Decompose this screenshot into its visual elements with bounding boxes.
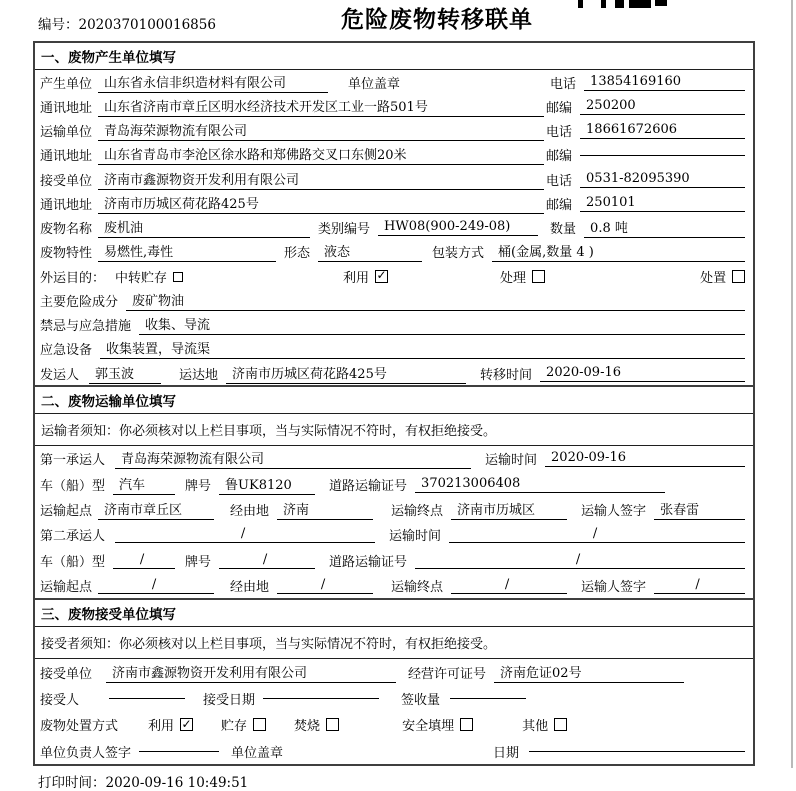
field-label: 道路运输证号 [329, 478, 408, 494]
field-label: 运输终点 [391, 503, 444, 519]
checkbox-option [294, 715, 339, 734]
document-header [0, 0, 796, 41]
checkbox-option [221, 715, 266, 734]
checkbox-label: 利用 [148, 719, 175, 735]
section-notice: 接受者须知：你必须核对以上栏目事项，当与实际情况不符时，有权拒绝接受。 [35, 627, 753, 659]
field-value: 250200 [580, 98, 745, 115]
doc-number-label: 编号： [38, 17, 79, 33]
field-value: 2020-09-16 [540, 365, 745, 382]
form-row [35, 685, 753, 711]
field-label: 牌号 [185, 478, 212, 494]
field-value: / [451, 577, 567, 594]
field-label: 废物特性 [40, 246, 93, 262]
field-label: 废物名称 [40, 222, 93, 238]
field-value: 山东省永信非织造材料有限公司 [98, 72, 328, 93]
field-label: 车（船）型 [40, 554, 106, 570]
field-label: 电话 [550, 76, 577, 92]
checkbox-unchecked-icon [326, 718, 339, 731]
field-value: 废机油 [98, 217, 310, 238]
field-value: 0531-82095390 [580, 171, 745, 188]
field-label: 废物处置方式 [40, 719, 119, 735]
field-value: HW08(900-249-08) [378, 219, 538, 236]
field-value: 桶(金属,数量 4 ) [492, 241, 745, 262]
field-label: 运输单位 [40, 125, 93, 141]
page-title: 危险废物转移联单 [341, 6, 533, 32]
field-value: / [113, 552, 175, 569]
checkbox-option [343, 267, 388, 286]
checkbox-label: 其他 [522, 719, 549, 735]
field-label: 禁忌与应急措施 [40, 319, 132, 335]
checkbox-option [522, 715, 567, 734]
field-value: 370213006408 [415, 476, 665, 493]
field-label: 通讯地址 [40, 149, 93, 165]
checkbox-option [148, 715, 193, 734]
section-rows [35, 446, 753, 598]
form-row [35, 191, 753, 215]
field-label: 牌号 [185, 554, 212, 570]
field-label: 车（船）型 [40, 478, 106, 494]
field-label: 接受人 [40, 692, 80, 708]
field-label: 包装方式 [432, 246, 485, 262]
field-value: 济南 [277, 499, 373, 520]
field-label: 单位负责人签字 [40, 745, 132, 761]
form-row [35, 573, 753, 598]
field-label: 发运人 [40, 367, 80, 383]
field-label: 第一承运人 [40, 453, 106, 469]
form-row [35, 216, 753, 240]
field-value: 0.8 吨 [584, 217, 745, 238]
form-row [35, 119, 753, 143]
field-value [450, 697, 526, 699]
field-label: 外运目的： [40, 270, 106, 286]
field-value: 张春雷 [654, 499, 745, 520]
print-time [38, 771, 796, 791]
field-value [139, 750, 219, 752]
field-label: 运输时间 [485, 453, 538, 469]
field-label: 单位盖章 [348, 76, 401, 92]
field-label: 邮编 [546, 100, 573, 116]
checkbox-option [115, 267, 183, 286]
checkbox-label: 中转贮存 [115, 270, 168, 286]
checkbox-label: 贮存 [221, 719, 248, 735]
form-row [35, 659, 753, 685]
field-label: 运输起点 [40, 503, 93, 519]
field-value: 济南市历城区 [451, 499, 567, 520]
field-value: 济南市章丘区 [98, 499, 214, 520]
check-mark-icon: ✓ [376, 268, 387, 283]
checkbox-option [402, 715, 473, 734]
doc-number-value: 2020370100016856 [78, 17, 216, 33]
form-row [35, 313, 753, 337]
field-label: 邮编 [546, 149, 573, 165]
section-transporter [35, 385, 753, 598]
field-label: 通讯地址 [40, 197, 93, 213]
field-label: 产生单位 [40, 76, 93, 92]
field-label: 道路运输证号 [329, 554, 408, 570]
check-mark-icon: ✓ [181, 716, 192, 731]
field-value: 13854169160 [584, 74, 745, 91]
field-label: 第二承运人 [40, 529, 106, 545]
field-label: 经营许可证号 [408, 666, 487, 682]
field-value: 济南危证02号 [494, 662, 684, 683]
field-value: / [115, 526, 375, 543]
checkbox-label: 焚烧 [294, 719, 321, 735]
field-label: 接受单位 [40, 173, 93, 189]
checkbox-label: 安全填埋 [402, 719, 455, 735]
field-label: 日期 [493, 745, 520, 761]
field-value [109, 697, 185, 699]
section-title: 二、废物运输单位填写 [35, 387, 753, 414]
form-row [35, 143, 753, 167]
form-row [35, 497, 753, 522]
field-value: 济南市鑫源物资开发利用有限公司 [98, 169, 544, 190]
field-label: 运输人签字 [581, 503, 647, 519]
form-row [35, 738, 753, 764]
field-value: 废矿物油 [126, 290, 745, 311]
section-title: 三、废物接受单位填写 [35, 600, 753, 627]
field-label: 邮编 [546, 197, 573, 213]
field-label: 签收量 [401, 692, 441, 708]
field-label: 通讯地址 [40, 100, 93, 116]
checkbox-unchecked-icon [253, 718, 266, 731]
form-row [35, 712, 753, 738]
field-value: 收集装置，导流渠 [100, 338, 745, 359]
field-label: 转移时间 [480, 367, 533, 383]
field-value: / [98, 577, 214, 594]
checkbox-label: 处置 [700, 270, 727, 286]
field-label: 主要危险成分 [40, 294, 119, 310]
field-label: 运达地 [179, 367, 219, 383]
print-time-label: 打印时间： [38, 775, 106, 791]
field-value: 郭玉波 [89, 363, 161, 384]
checkbox-unchecked-icon [460, 718, 473, 731]
field-value: 青岛海荣源物流有限公司 [98, 120, 544, 141]
field-label: 数量 [550, 222, 577, 238]
field-value [529, 750, 745, 752]
form-table [33, 41, 755, 766]
field-value: 青岛海荣源物流有限公司 [115, 448, 471, 469]
print-time-value: 2020-09-16 10:49:51 [105, 775, 249, 791]
field-label: 运输终点 [391, 579, 444, 595]
section-producer [35, 43, 753, 385]
checkbox-label: 利用 [343, 270, 370, 286]
field-value: / [654, 577, 745, 594]
form-row [35, 264, 753, 288]
checkbox-checked-icon [375, 270, 388, 283]
field-value: 济南市历城区荷花路425号 [226, 363, 466, 384]
field-label: 运输起点 [40, 579, 93, 595]
form-row [35, 240, 753, 264]
checkbox-option [700, 267, 745, 286]
field-value [580, 154, 745, 156]
form-row [35, 361, 753, 385]
field-value: 鲁UK8120 [219, 474, 315, 495]
checkbox-label: 处理 [500, 270, 527, 286]
field-label: 形态 [284, 246, 311, 262]
field-value: 18661672606 [580, 122, 745, 139]
section-receiver [35, 598, 753, 764]
field-value: 山东省青岛市李沧区徐水路和郑佛路交叉口东侧20米 [98, 144, 544, 165]
field-value: / [219, 552, 315, 569]
field-label: 电话 [546, 125, 573, 141]
field-label: 接受日期 [203, 692, 256, 708]
form-row [35, 522, 753, 547]
checkbox-unchecked-icon [532, 270, 545, 283]
form-row [35, 337, 753, 361]
field-value: 易燃性,毒性 [98, 241, 276, 262]
field-value: 2020-09-16 [545, 450, 745, 467]
field-value: 250101 [580, 195, 745, 212]
checkbox-unchecked-icon [554, 718, 567, 731]
field-value: 汽车 [113, 474, 175, 495]
field-label: 经由地 [230, 503, 270, 519]
field-value: 液态 [318, 241, 422, 262]
section-title: 一、废物产生单位填写 [35, 43, 753, 70]
field-value: / [277, 577, 373, 594]
checkbox-unchecked-icon [173, 272, 183, 282]
field-value: 济南市历城区荷花路425号 [98, 193, 544, 214]
scan-edge-line [791, 0, 793, 768]
field-label: 电话 [546, 173, 573, 189]
form-row [35, 472, 753, 497]
field-value: 济南市鑫源物资开发利用有限公司 [106, 662, 396, 683]
field-label: 应急设备 [40, 343, 93, 359]
field-label: 运输时间 [389, 529, 442, 545]
section-rows [35, 659, 753, 764]
field-label: 单位盖章 [231, 745, 284, 761]
field-label: 类别编号 [318, 222, 371, 238]
field-label: 经由地 [230, 579, 270, 595]
section-notice: 运输者须知：你必须核对以上栏目事项，当与实际情况不符时，有权拒绝接受。 [35, 414, 753, 446]
section-rows [35, 70, 753, 385]
form-row [35, 167, 753, 191]
checkbox-unchecked-icon [732, 270, 745, 283]
form-row [35, 288, 753, 312]
form-row [35, 547, 753, 572]
field-label: 接受单位 [40, 666, 93, 682]
checkbox-checked-icon [180, 718, 193, 731]
field-value [263, 697, 379, 699]
form-row [35, 446, 753, 471]
field-value: / [449, 526, 745, 543]
field-value: / [415, 552, 745, 569]
form-row [35, 94, 753, 118]
checkbox-option [500, 267, 545, 286]
form-row [35, 70, 753, 94]
field-value: 山东省济南市章丘区明水经济技术开发区工业一路501号 [98, 96, 544, 117]
field-value: 收集、导流 [139, 314, 745, 335]
field-label: 运输人签字 [581, 579, 647, 595]
